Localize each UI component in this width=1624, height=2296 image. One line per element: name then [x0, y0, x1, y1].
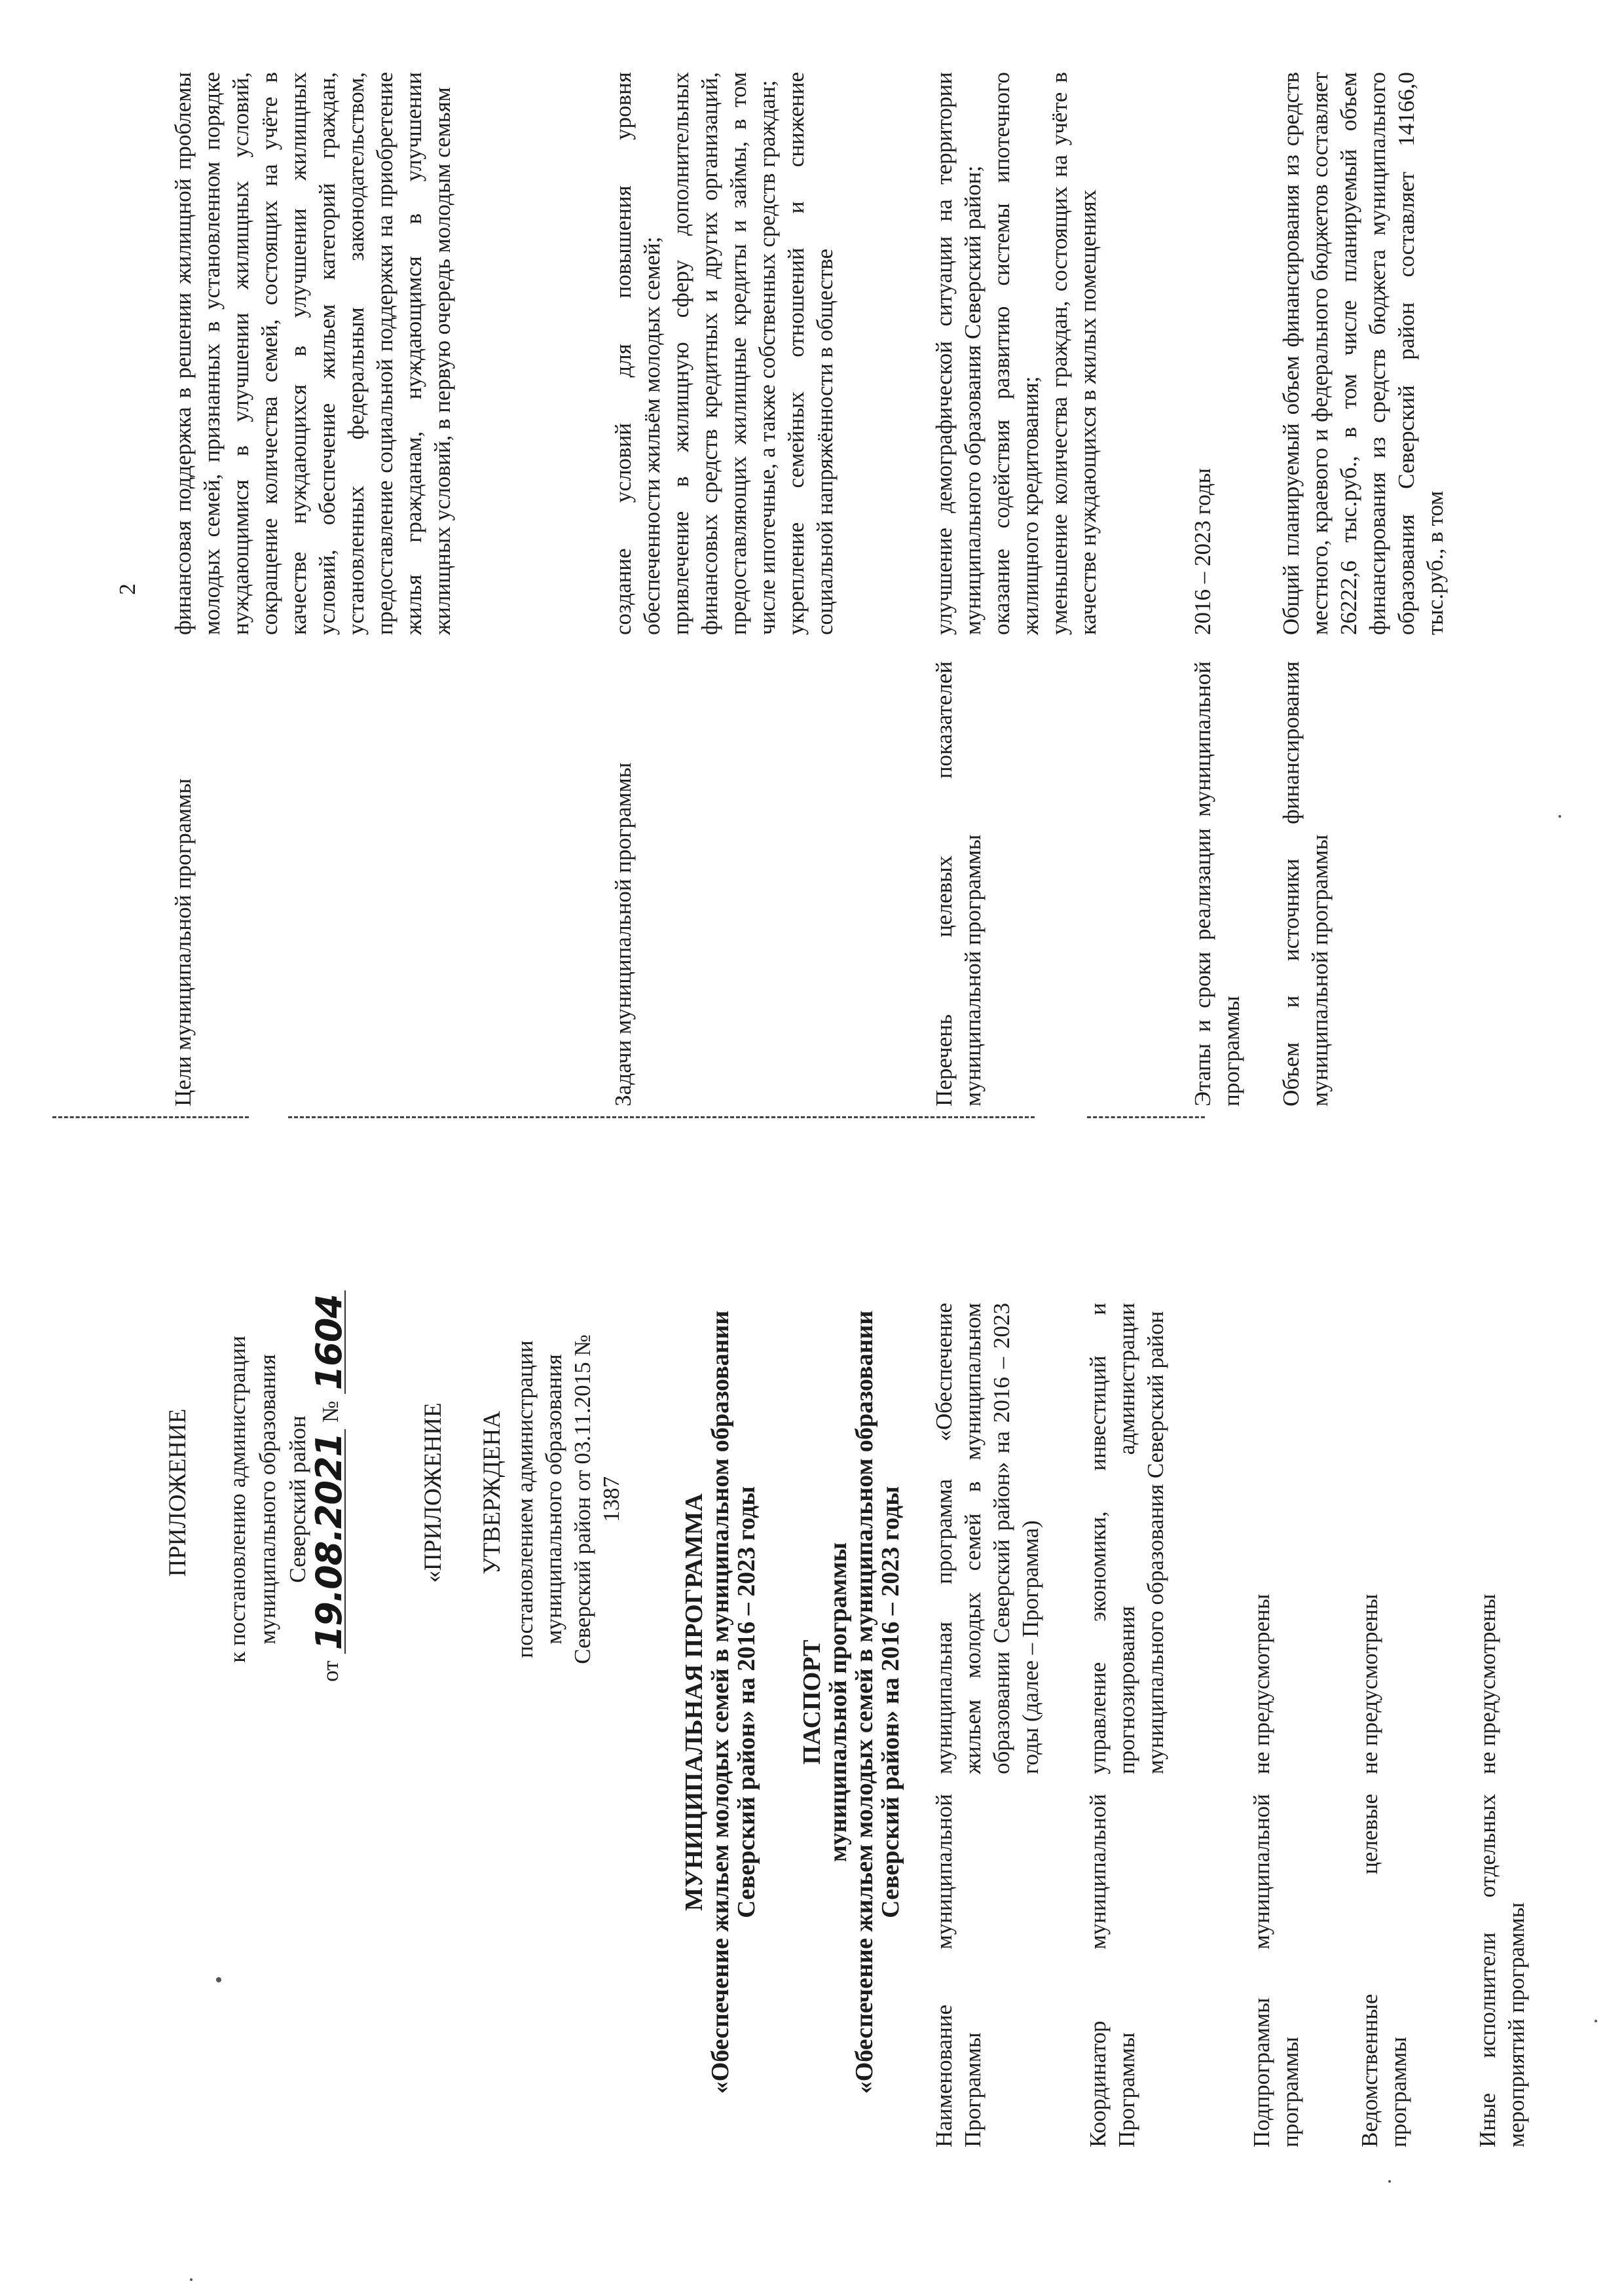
approved-basis: постановлением администрации муниципального образования Северский район от 03.11.2015 № 1387 [512, 1334, 624, 1664]
number-sign: № [318, 1400, 343, 1423]
appendix-title: ПРИЛОЖЕНИЕ [164, 1408, 191, 1577]
row-departmental-value: не предусмотрены [1357, 1594, 1382, 1774]
page-two [0, 52, 1624, 1126]
passport-title [799, 1290, 904, 2115]
row-goals-text: финансовая поддержка в решении жилищной проблемы молодых семей, признанных в установленном порядке нуждающимися в улучшении жилищных условий, сокращение количества семей, состоящих на учёте в качестве нуждающихся в улучшении жилищных условий, обеспечение жильем категорий граждан, установленных федеральным законодательством, предоставление социальной поддержки на приобретение жилья гражданам, нуждающимся в улучшении жилищных условий, в первую очередь молодым семьям [170, 72, 455, 635]
row-indicators-value [930, 72, 1103, 635]
appendix-date-line [308, 1294, 350, 1682]
row-stages-value [1189, 72, 1217, 635]
appendix-basis: к постановлению администрации муниципального образования Северский район [225, 1336, 310, 1663]
row-executors-label: Иные исполнители отдельных мероприятий программы [1475, 1794, 1529, 2147]
handwritten-number: 1604 [314, 1290, 346, 1394]
row-departmental-label: Ведомственные целевые программы [1357, 1794, 1411, 2147]
row-name-value: муниципальная программа «Обеспечение жильем молодых семей в муниципальном образовании Северский район» на 2016 – 2023 годы (далее – Программа) [931, 1303, 1043, 1774]
approved-heading: УТВЕРЖДЕНА [479, 1411, 506, 1575]
row-tasks-value [609, 72, 840, 635]
row-goals-value [169, 72, 457, 635]
row-indicators-label: Перечень целевых показателей муниципальной программы [931, 661, 986, 1106]
row-tasks-item: привлечение в жилищную сферу дополнительных финансовых средств кредитных и других организаций, предоставляющих жилищные кредиты и займы, в том числе ипотечные, а также собственных средств граждан; [668, 72, 780, 635]
row-name-label: Наименование муниципальной Программы [931, 1794, 986, 2147]
row-indicators-item: оказание содействия развитию системы ипотечного жилищного кредитования; [989, 72, 1043, 635]
program-title-line: МУНИЦИПАЛЬНАЯ ПРОГРАММА [680, 1493, 708, 1911]
row-stages-text: 2016 – 2023 годы [1190, 467, 1215, 635]
program-title [681, 1290, 760, 2115]
row-funding-text: Общий планируемый объем финансирования из средств местного, краевого и федерального бюджетов составляет 26222,6 тыс.руб., в том числе планируемый объем финансирования из средств бюджета муниципального образования Северский район составляет 14166,0 тыс.руб., в том [1278, 72, 1448, 635]
row-stages-label: Этапы и сроки реализации муниципальной программы [1190, 661, 1244, 1106]
handwritten-date: 19.08.2021 [314, 1429, 346, 1654]
row-funding-label: Объем и источники финансирования муниципальной программы [1278, 661, 1333, 1106]
passport-title-line: муниципальной программы [824, 1542, 852, 1863]
row-executors-value: не предусмотрены [1475, 1594, 1500, 1774]
row-indicators-item: уменьшение количества граждан, состоящих на учёте в качестве нуждающихся в жилых помещениях [1046, 72, 1101, 635]
row-coordinator-value: управление экономики, инвестиций и прогнозирования администрации муниципального образования Северский район [1085, 1303, 1168, 1774]
program-title-line: Северский район» на 2016 – 2023 годы [733, 1486, 760, 1918]
row-funding-value [1277, 72, 1450, 635]
approved-appendix-title: «ПРИЛОЖЕНИЕ [420, 1402, 447, 1583]
row-goals-label: Цели муниципальной программы [170, 778, 196, 1106]
page-number: 2 [115, 583, 140, 595]
row-tasks-item: создание условий для повышения уровня обеспеченности жильём молодых семей; [610, 72, 665, 635]
passport-title-line: «Обеспечение жильем молодых семей в муниципальном образовании [851, 1310, 878, 2094]
row-tasks-item: укрепление семейных отношений и снижение социальной напряжённости в обществе [783, 72, 838, 635]
row-coordinator-label: Координатор муниципальной Программы [1085, 1794, 1139, 2147]
row-subprograms-label: Подпрограммы муниципальной программы [1249, 1794, 1303, 2147]
row-indicators-item: улучшение демографической ситуации на территории муниципального образования Северский район; [931, 72, 986, 635]
program-title-line: «Обеспечение жильем молодых семей в муниципальном образовании [707, 1310, 734, 2094]
row-subprograms-value: не предусмотрены [1249, 1594, 1274, 1774]
page-one [0, 1159, 1624, 2246]
row-tasks-label: Задачи муниципальной программы [610, 762, 636, 1106]
passport-title-line: Северский район» на 2016 – 2023 годы [877, 1486, 904, 1918]
date-prefix: от [318, 1660, 343, 1682]
scan-speck [190, 2278, 193, 2281]
passport-title-line: ПАСПОРТ [798, 1639, 826, 1765]
